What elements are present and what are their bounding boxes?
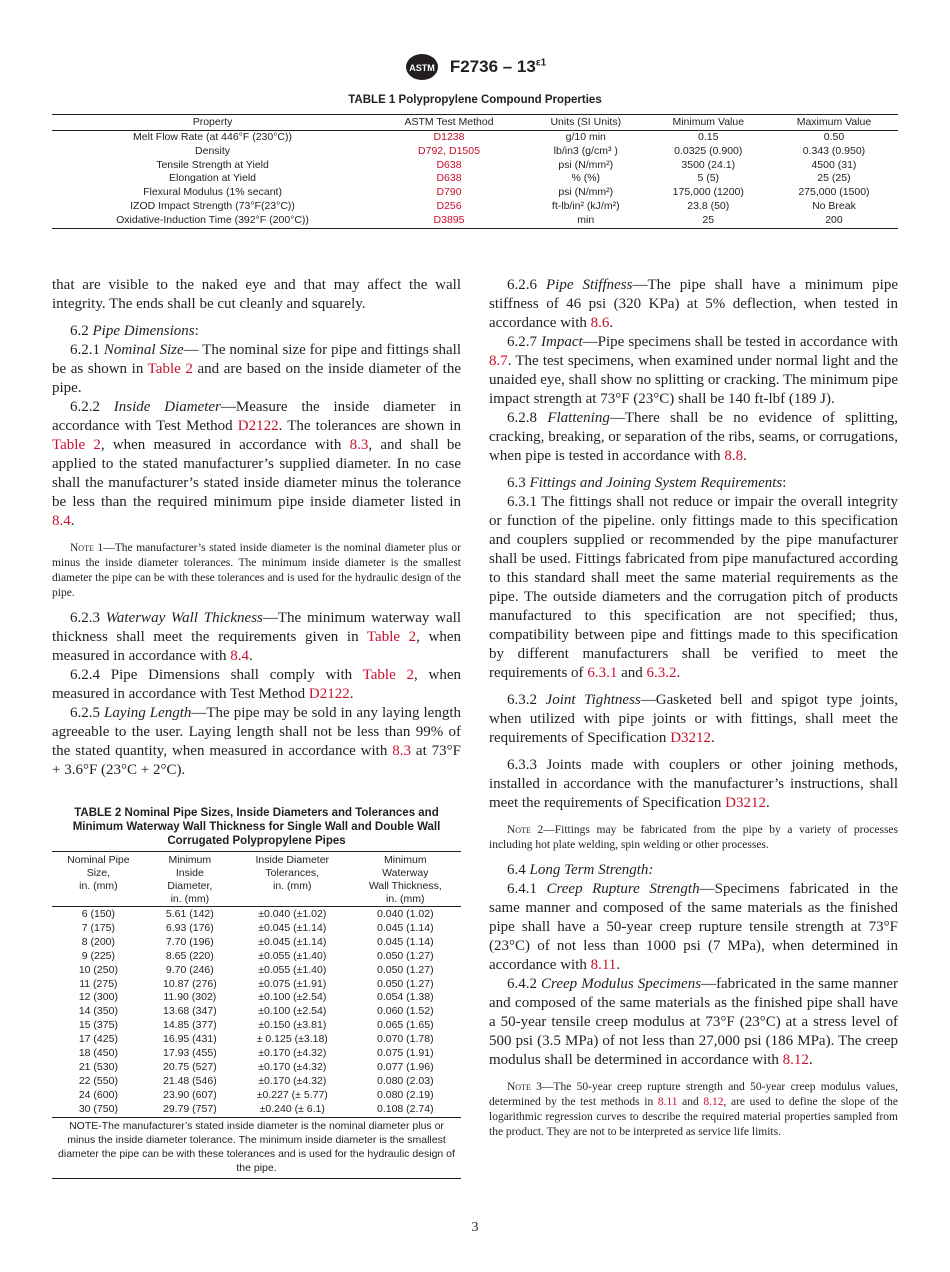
cross-reference-link[interactable]: Table 2 xyxy=(52,437,101,453)
body-paragraph xyxy=(489,880,898,975)
astm-logo-icon xyxy=(404,52,440,82)
text-run: 6.2 xyxy=(70,323,93,339)
text-run: , when measured in accordance with xyxy=(100,437,350,453)
text-run: 6.2.1 xyxy=(70,342,104,358)
text-run: 6.2.2 xyxy=(70,399,114,415)
text-run: , when measured in accordance with Test Method xyxy=(52,667,461,702)
table-cell: ±0.075 (±1.91) xyxy=(258,977,327,990)
text-run: , are used to define the slope of the logarithmic regression curves to describe the required material properties sampled from the product. They are not to be interpreted as service life limits. xyxy=(489,1096,898,1138)
text-run: . xyxy=(676,665,681,681)
cross-reference-link[interactable]: 6.3.1 xyxy=(587,665,618,681)
table2-column-header: Minimum Waterway Wall Thickness, in. (mm) xyxy=(350,852,461,907)
table-cell: psi (N/mm²) xyxy=(558,186,614,199)
table1-column-header: Minimum Value xyxy=(647,115,770,131)
table-cell: 29.79 (757) xyxy=(162,1102,217,1115)
note-paragraph xyxy=(489,823,898,853)
cross-reference-link[interactable]: 8.4 xyxy=(230,648,249,664)
table-cell: 18 (450) xyxy=(78,1047,118,1060)
text-run: 6.2.5 xyxy=(70,705,105,721)
table-row xyxy=(52,1019,461,1033)
table-cell: 0.070 (1.78) xyxy=(376,1033,434,1046)
table2-title: TABLE 2 Nominal Pipe Sizes, Inside Diameters and Tolerances and Minimum Waterway Wall Thickness for Single Wall and Double Wall Corrugated Polypropylene Pipes xyxy=(72,807,441,847)
body-paragraph xyxy=(52,666,461,704)
table-cell: ± 0.125 (±3.18) xyxy=(256,1033,328,1046)
cross-reference-link[interactable]: D2122 xyxy=(308,686,350,702)
cross-reference-link[interactable]: Table 2 xyxy=(362,667,414,683)
text-run: —There shall be no evidence of splitting, cracking, breaking, or separation of the ribs, seams, or corrugations, when pipe is tested in accordance with xyxy=(489,410,899,464)
test-method-link[interactable]: D638 xyxy=(436,158,462,171)
table-note-row xyxy=(52,1117,461,1178)
text-run: . xyxy=(743,448,747,464)
text-run: 6.4 xyxy=(507,862,530,878)
table-cell: 0.065 (1.65) xyxy=(376,1019,434,1032)
table-cell: 10.87 (276) xyxy=(162,977,217,990)
section-heading: Long Term Strength: xyxy=(529,862,654,878)
cross-reference-link[interactable]: 8.8 xyxy=(724,448,744,464)
body-paragraph xyxy=(52,276,461,314)
table-cell: ±0.170 (±4.32) xyxy=(258,1047,327,1060)
table-cell: ±0.055 (±1.40) xyxy=(258,963,327,976)
section-heading: Pipe Stiffness xyxy=(545,277,633,293)
table-cell: ±0.240 (± 6.1) xyxy=(259,1102,325,1115)
table-row xyxy=(52,131,898,145)
table-cell: 14.85 (377) xyxy=(162,1019,217,1032)
table-cell: 8.65 (220) xyxy=(165,949,214,962)
section-heading: Fittings and Joining System Requirements xyxy=(529,475,783,491)
table-cell: 6 (150) xyxy=(81,908,116,920)
text-run: —The minimum waterway wall thickness shall meet the requirements given in xyxy=(52,610,461,645)
table-cell: 0.040 (1.02) xyxy=(376,908,434,920)
text-run: —Specimens fabricated in the same manner and composed of the same materials as the finished pipe shall have a 50-year creep rupture tensile strength at 73°F (23°C) of not less than 1000 psi (7 MPa), when determined in accordance with xyxy=(489,881,898,973)
test-method-link[interactable]: D790 xyxy=(436,186,462,199)
table-row xyxy=(52,991,461,1005)
table-cell: 14 (350) xyxy=(78,1005,118,1018)
table-cell: lb/in3 (g/cm³ ) xyxy=(553,144,618,157)
text-run: at 73°F + 3.6°F (23°C + 2°C). xyxy=(52,743,461,778)
table-row xyxy=(52,1047,461,1061)
table-cell: 0.050 (1.27) xyxy=(376,949,434,962)
table-cell: 0.050 (1.27) xyxy=(376,977,434,990)
right-column xyxy=(489,276,898,1148)
table1 xyxy=(52,114,898,229)
table-cell: 23.8 (50) xyxy=(687,199,730,212)
text-run: : xyxy=(782,475,787,491)
text-run: 6.3.2 xyxy=(507,692,546,708)
text-run: . xyxy=(70,513,75,529)
table-cell: Elongation at Yield xyxy=(169,172,257,185)
table-row xyxy=(52,1089,461,1103)
section-heading: Flattening xyxy=(547,410,610,426)
body-paragraph xyxy=(52,341,461,398)
body-paragraph xyxy=(489,691,898,748)
table-cell: 0.080 (2.19) xyxy=(376,1088,434,1101)
text-run: . xyxy=(711,730,715,746)
text-run: 6.2.8 xyxy=(507,410,548,426)
table-cell: 9.70 (246) xyxy=(165,963,214,976)
table-cell: 0.045 (1.14) xyxy=(376,921,434,934)
text-run: . The tolerances are shown in xyxy=(278,418,461,434)
table-cell: ±0.170 (±4.32) xyxy=(258,1074,327,1087)
table-cell: Flexural Modulus (1% secant) xyxy=(143,186,282,199)
table-cell: ±0.100 (±2.54) xyxy=(258,991,327,1004)
table-cell: 0.054 (1.38) xyxy=(376,991,434,1004)
text-run: , and shall be applied to the stated manufacturer’s supplied diameter. In no case shall the manufacturer’s stated inside diameter minus the tolerance be less than the required minimum pipe inside diameter listed in xyxy=(52,437,461,510)
table-cell: 0.050 (1.27) xyxy=(376,963,434,976)
table-cell: 24 (600) xyxy=(78,1088,118,1101)
text-run: —The pipe may be sold in any laying length agreeable to the user. Laying length shall not be less than 99% of the stated quantity, when measured in accordance with xyxy=(52,705,461,759)
table1-column-header: Maximum Value xyxy=(770,115,898,131)
table-cell: Density xyxy=(195,144,231,157)
note-label: Note xyxy=(507,1081,531,1093)
table2-column-header: Minimum Inside Diameter, in. (mm) xyxy=(145,852,235,907)
table2-column-header: Nominal Pipe Size, in. (mm) xyxy=(52,852,145,907)
text-run: and are based on the inside diameter of the pipe. xyxy=(52,361,461,396)
cross-reference-link[interactable]: Table 2 xyxy=(147,361,193,377)
table-cell: 8 (200) xyxy=(81,935,116,948)
table-cell: 275,000 (1500) xyxy=(798,186,870,199)
table-cell: 25 (25) xyxy=(817,172,851,185)
text-run: 3—The 50-year creep rupture strength and 50-year creep modulus values, determined by the test methods in xyxy=(489,1081,898,1108)
table-cell: 15 (375) xyxy=(78,1019,118,1032)
table-cell: 0.343 (0.950) xyxy=(802,144,866,157)
text-run: 6.3 xyxy=(507,475,530,491)
cross-reference-link[interactable]: D3212 xyxy=(725,795,767,811)
table-row xyxy=(52,1103,461,1117)
section-heading: Inside Diameter xyxy=(113,399,221,415)
cross-reference-link[interactable]: D2122 xyxy=(237,418,279,434)
table-cell: 17 (425) xyxy=(78,1033,118,1046)
standard-designation xyxy=(450,57,546,76)
text-run: 6.3.1 The fittings shall not reduce or impair the overall integrity or function of the pipeline. only fittings made to this specification and couplers supplied or recommended by the pipe manufacturer shall be used. Fittings fabricated from pipe manufactured according to this standard shall meet the same material requirements as the pipe. The outside diameters and the corrugation pitch of products manufactured to this specification are not specified; thus, compatibility between pipe and fittings made to this specification by different manufacturers shall be verified to meet the requirements of xyxy=(489,494,898,681)
table-cell: No Break xyxy=(812,199,856,212)
table-cell: g/10 min xyxy=(565,131,606,143)
table-cell: 11 (275) xyxy=(79,977,118,990)
table-cell: ±0.227 (± 5.77) xyxy=(256,1088,328,1101)
cross-reference-link[interactable]: Table 2 xyxy=(366,629,417,645)
table-cell: ±0.040 (±1.02) xyxy=(258,908,327,920)
body-paragraph xyxy=(489,409,898,466)
table-cell: Melt Flow Rate (at 446°F (230°C)) xyxy=(133,131,292,143)
cross-reference-link[interactable]: 8.4 xyxy=(52,513,71,529)
table-cell: 175,000 (1200) xyxy=(672,186,744,199)
table-cell: 0.060 (1.52) xyxy=(376,1005,434,1018)
text-run: 6.4.1 xyxy=(507,881,547,897)
body-paragraph xyxy=(489,474,898,493)
cross-reference-link[interactable]: 8.11 xyxy=(657,1096,678,1108)
table-cell: 21 (530) xyxy=(78,1060,118,1073)
table2-note: NOTE-The manufacturer’s stated inside diameter is the nominal diameter plus or minus the inside diameter tolerance. The minimum inside diameter is the smallest diameter the pipe can be with these tolerances and is used for the hydraulic design of the pipe. xyxy=(52,1117,461,1178)
table-cell: 11.90 (302) xyxy=(163,991,217,1004)
table-cell: 25 xyxy=(702,213,715,226)
table-row xyxy=(52,1005,461,1019)
table-cell: 20.75 (527) xyxy=(162,1060,217,1073)
designation-superscript: ε1 xyxy=(535,57,547,69)
table-cell: ±0.100 (±2.54) xyxy=(258,1005,327,1018)
table-cell: ±0.170 (±4.32) xyxy=(258,1060,327,1073)
text-run: . xyxy=(766,795,770,811)
table1-column-header: ASTM Test Method xyxy=(373,115,525,131)
test-method-link[interactable]: D256 xyxy=(436,199,462,212)
body-paragraph xyxy=(52,704,461,780)
text-run: —Pipe specimens shall be tested in accordance with xyxy=(582,334,899,350)
section-heading: Joint Tightness xyxy=(545,692,641,708)
table1-title: TABLE 1 Polypropylene Compound Properties xyxy=(348,94,602,106)
table-cell: 16.95 (431) xyxy=(162,1033,217,1046)
table2-block xyxy=(52,806,461,1179)
text-run: 6.2.6 xyxy=(507,277,546,293)
table-cell: 7.70 (196) xyxy=(165,935,214,948)
text-run: and xyxy=(617,665,647,681)
note-paragraph xyxy=(489,1080,898,1140)
text-run: 6.2.3 xyxy=(70,610,106,626)
table-row xyxy=(52,159,898,173)
table-row xyxy=(52,907,461,922)
note-paragraph xyxy=(52,541,461,601)
table-row xyxy=(52,1061,461,1075)
table-cell: 0.0325 (0.900) xyxy=(674,144,743,157)
body-paragraph xyxy=(52,322,461,341)
body-paragraph xyxy=(489,493,898,683)
table-row xyxy=(52,922,461,936)
table2-column-header: Inside Diameter Tolerances, in. (mm) xyxy=(235,852,350,907)
cross-reference-link[interactable]: 8.3 xyxy=(392,743,412,759)
text-run: 6.4.2 xyxy=(507,976,542,992)
table-cell: 5.61 (142) xyxy=(165,908,214,920)
text-run: 2—Fittings may be fabricated from the pipe by a variety of processes including hot plate welding, spin welding or other processes. xyxy=(489,824,898,851)
table-cell: 17.93 (455) xyxy=(162,1047,217,1060)
test-method-link[interactable]: D1238 xyxy=(433,131,465,143)
text-run: —fabricated in the same manner and composed of the same materials as the finished pipe shall have a 50-year tensile creep modulus at 73°F (23°C) at a stress level of 500 psi (3.5 MPa) of not less than 27,000 psi (186 MPa). The creep modulus shall be determined in accordance with xyxy=(489,976,898,1068)
table-cell: 7 (175) xyxy=(81,921,116,934)
table-row xyxy=(52,1075,461,1089)
table1-column-header: Property xyxy=(52,115,373,131)
text-run: . xyxy=(349,686,354,702)
table-cell: 5 (5) xyxy=(697,172,720,185)
table-row xyxy=(52,200,898,214)
text-run: , when measured in accordance with xyxy=(52,629,461,664)
table-row xyxy=(52,214,898,228)
note-label: Note xyxy=(70,542,94,554)
test-method-link[interactable]: D792, D1505 xyxy=(418,144,480,157)
section-heading: Creep Rupture Strength xyxy=(546,881,700,897)
cross-reference-link[interactable]: 8.3 xyxy=(349,437,369,453)
section-heading: Creep Modulus Specimens xyxy=(541,976,702,992)
table-row xyxy=(52,145,898,159)
table-cell: ±0.045 (±1.14) xyxy=(258,921,327,934)
table-cell: 200 xyxy=(825,213,843,226)
table-row xyxy=(52,978,461,992)
text-run: . xyxy=(616,957,621,973)
table-row xyxy=(52,186,898,200)
table-cell: 23.90 (607) xyxy=(162,1088,217,1101)
table-cell: 0.50 xyxy=(823,131,845,143)
svg-text:ASTM: ASTM xyxy=(409,63,435,73)
table-cell: Tensile Strength at Yield xyxy=(156,158,269,171)
table-cell: min xyxy=(577,213,595,226)
table-cell: ±0.045 (±1.14) xyxy=(258,935,327,948)
section-heading: Laying Length xyxy=(104,705,192,721)
table-cell: 30 (750) xyxy=(78,1102,118,1115)
body-paragraph xyxy=(489,756,898,813)
cross-reference-link[interactable]: 6.3.2 xyxy=(646,665,677,681)
table-cell: psi (N/mm²) xyxy=(558,158,614,171)
text-run: that are visible to the naked eye and that may affect the wall integrity. The ends shall be cut cleanly and squarely. xyxy=(52,277,461,312)
table-cell: Oxidative-Induction Time (392°F (200°C)) xyxy=(116,213,309,226)
table1-column-header: Units (SI Units) xyxy=(525,115,647,131)
table-cell: ft-lb/in² (kJ/m²) xyxy=(551,199,620,212)
text-run: : xyxy=(194,323,199,339)
text-run: . xyxy=(609,315,614,331)
designation-text: F2736 – 13 xyxy=(449,57,536,76)
table-cell: 0.075 (1.91) xyxy=(376,1047,434,1060)
cross-reference-link[interactable]: 8.12 xyxy=(782,1052,809,1068)
table-cell: IZOD Impact Strength (73°F(23°C)) xyxy=(130,199,295,212)
text-run: . The test specimens, when examined under normal light and the unaided eye, shall show no splitting or cracking. The minimum pipe impact strength at 73°F (23°C) shall be 140 ft-lbf (189 J). xyxy=(489,353,898,407)
text-run: 6.2.7 xyxy=(507,334,541,350)
table-cell: 9 (225) xyxy=(81,949,116,962)
table-cell: 0.108 (2.74) xyxy=(376,1102,434,1115)
table-cell: 0.15 xyxy=(698,131,719,143)
text-run: and xyxy=(677,1096,704,1108)
section-heading: Impact xyxy=(541,334,583,350)
table-cell: 0.080 (2.03) xyxy=(376,1074,434,1087)
table-row xyxy=(52,936,461,950)
table-cell: 6.93 (176) xyxy=(165,921,214,934)
table-cell: 4500 (31) xyxy=(811,158,857,171)
text-run: —Measure the inside diameter in accordance with Test Method xyxy=(52,399,462,434)
cross-reference-link[interactable]: 8.6 xyxy=(590,315,610,331)
table2 xyxy=(52,851,461,1179)
test-method-link[interactable]: D638 xyxy=(436,172,462,185)
body-paragraph xyxy=(52,398,461,531)
table-cell: ±0.150 (±3.81) xyxy=(258,1019,327,1032)
body-paragraph xyxy=(489,975,898,1070)
text-run: . xyxy=(249,648,253,664)
section-heading: Pipe Dimensions xyxy=(92,323,195,339)
table-cell: 21.48 (546) xyxy=(162,1074,217,1087)
body-paragraph xyxy=(489,333,898,409)
section-heading: Nominal Size xyxy=(103,342,184,358)
table-row xyxy=(52,950,461,964)
text-run: 1—The manufacturer’s stated inside diameter is the nominal diameter plus or minus the inside diameter tolerances. The minimum inside diameter is the smallest diameter the pipe can be with these tolerances and is used for the hydraulic design of the pipe. xyxy=(52,542,461,599)
table-cell: % (%) xyxy=(571,172,601,185)
text-run: 6.3.3 Joints made with couplers or other joining methods, installed in accordance with the manufacturer’s instructions, shall meet the requirements of Specification xyxy=(489,757,898,811)
section-heading: Waterway Wall Thickness xyxy=(105,610,263,626)
text-run: . xyxy=(808,1052,813,1068)
table-cell: 22 (550) xyxy=(78,1074,118,1087)
body-paragraph xyxy=(489,861,898,880)
cross-reference-link[interactable]: 8.12 xyxy=(703,1096,724,1108)
text-run: — The nominal size for pipe and fittings shall be as shown in xyxy=(52,342,461,377)
table-cell: 3500 (24.1) xyxy=(681,158,736,171)
table-row xyxy=(52,1033,461,1047)
left-column xyxy=(52,276,461,780)
table-cell: 0.077 (1.96) xyxy=(376,1060,434,1073)
table-row xyxy=(52,964,461,978)
cross-reference-link[interactable]: 8.7 xyxy=(489,353,508,369)
page-header xyxy=(0,52,950,82)
test-method-link[interactable]: D3895 xyxy=(433,213,465,226)
table-cell: ±0.055 (±1.40) xyxy=(258,949,327,962)
table-cell: 12 (300) xyxy=(78,991,118,1004)
note-label: Note xyxy=(507,824,531,836)
table-cell: 13.68 (347) xyxy=(162,1005,217,1018)
table-row xyxy=(52,172,898,186)
text-run: —Gasketed bell and spigot type joints, when utilized with pipe joints or with fittings, shall meet the requirements of Specification xyxy=(489,692,898,746)
cross-reference-link[interactable]: 8.11 xyxy=(590,957,617,973)
table-cell: 0.045 (1.14) xyxy=(376,935,434,948)
body-paragraph xyxy=(52,609,461,666)
text-run: 6.2.4 Pipe Dimensions shall comply with xyxy=(70,667,363,683)
page-number: 3 xyxy=(471,1220,479,1235)
table-cell: 10 (250) xyxy=(78,963,118,976)
cross-reference-link[interactable]: D3212 xyxy=(670,730,712,746)
text-run: —The pipe shall have a minimum pipe stiffness of 46 psi (320 KPa) at 5% deflection, when tested in accordance with xyxy=(489,277,898,331)
body-paragraph xyxy=(489,276,898,333)
